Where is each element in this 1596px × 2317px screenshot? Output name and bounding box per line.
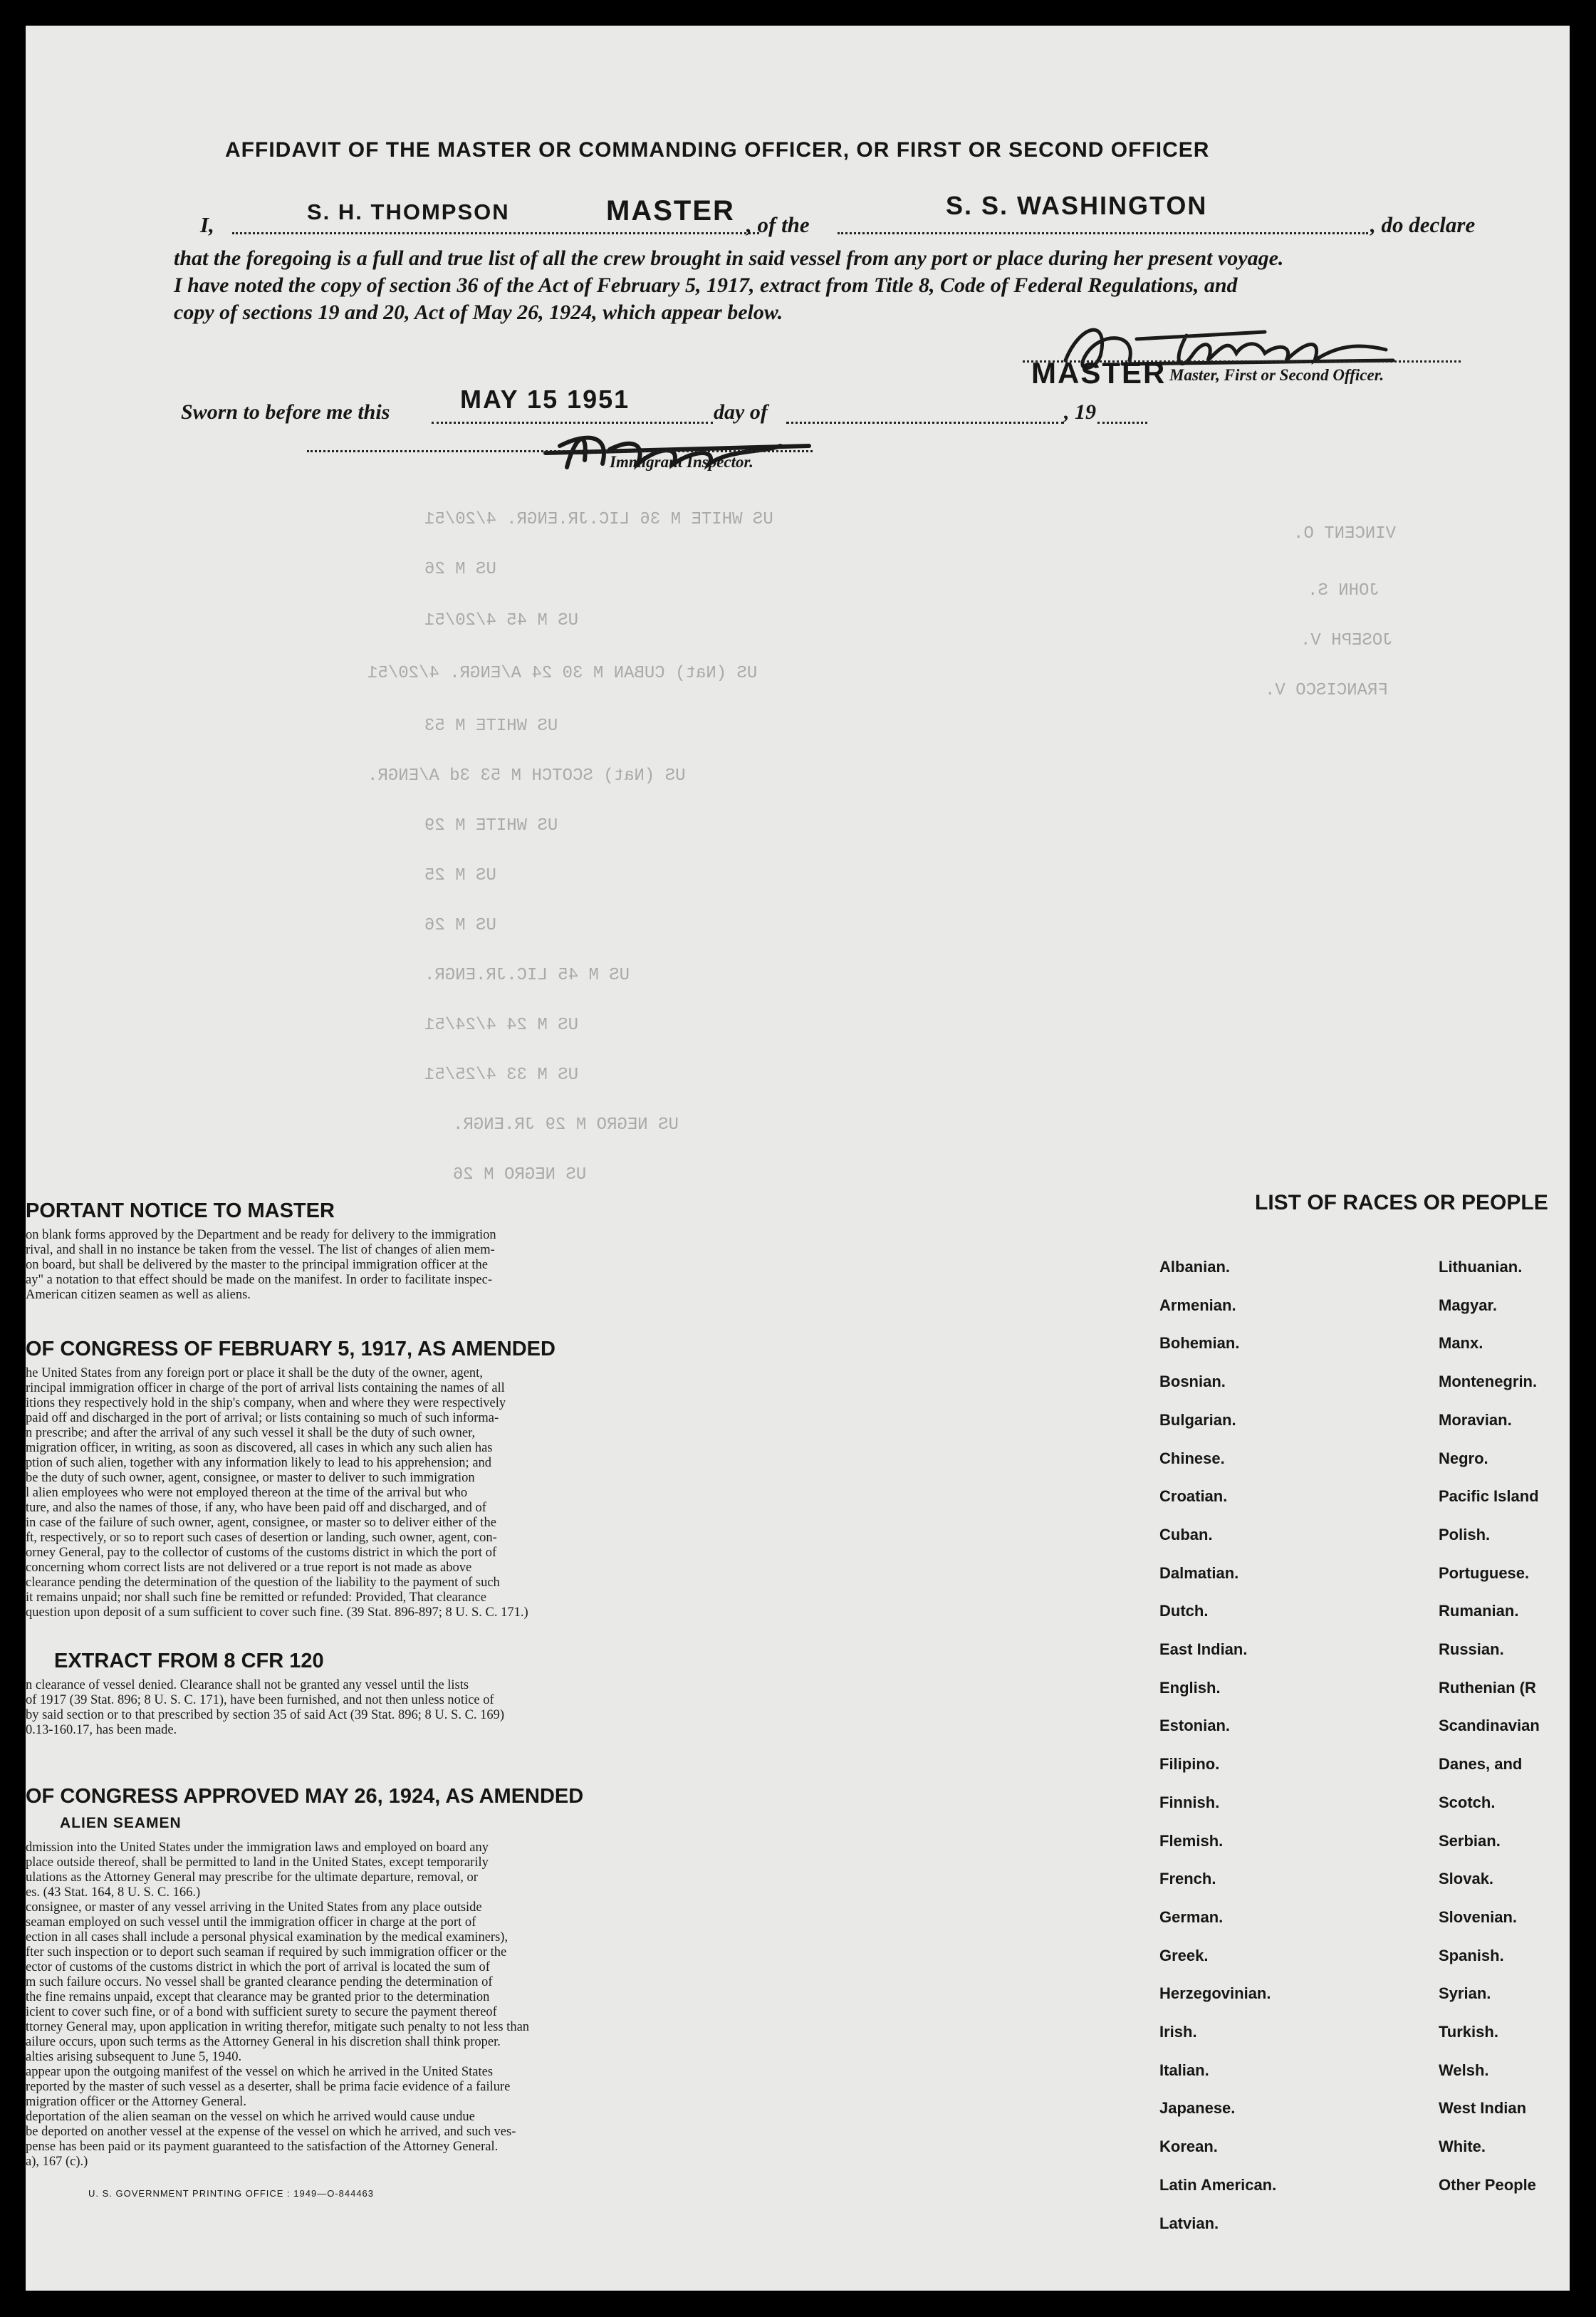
- race-item: Turkish.: [1439, 2023, 1498, 2041]
- race-item: Greek.: [1159, 1946, 1209, 1964]
- act-1917-body: [26, 1366, 738, 1620]
- signature-rank: MASTER: [1031, 356, 1167, 390]
- race-item: West Indian: [1439, 2099, 1527, 2118]
- race-item: White.: [1439, 2138, 1486, 2156]
- race-item: Bosnian.: [1159, 1373, 1226, 1391]
- sworn-date: MAY 15 1951: [460, 385, 630, 414]
- race-item: East Indian.: [1159, 1640, 1248, 1658]
- manifest-page: AFFIDAVIT OF THE MASTER OR COMMANDING OFFICER, OR FIRST OR SECOND OFFICER I, S. H. THOMPSON MASTER , of the S. S. WASHINGTON , do declare that the foregoing is a full and true list of all the crew brought in said vessel from any port or place during her present voyage. I have noted the copy of section 36 of the Act of February 5, 1917, extract from Title 8, Code of Federal Regulations, and copy of sections 19 and 20, Act of May 26, 1924, which appear below. MASTER Master, First or Second Officer. Sworn to before me this MAY 15 1951 day of , 19 Immigrant Inspector. US WHITE M 36 LIC.JR.ENGR. 4/20/51 US M 26 US M 45 4/20/51 US (Nat) CUBAN M 30 24 A/ENGR. 4/20/51 US WHITE M 53 US (Nat) SCOTCH M 53 3d A/ENGR. US WHITE M 29 US M 25 US M 26 US M 45 LIC.JR.ENGR. US M 24 4/24/51 US M 33 4/25/51 US NEGRO M 29 JR.ENGR. US NEGRO M 26 VINCENT O. JOHN S. JOSEPH V. FRANCISCO V. PORTANT NOTICE TO MASTER on blank forms approved by the Department and be ready for delivery to the immigration rival, and shall in no instance be taken from the vessel. The list of changes of alien mem- on board, but shall be delivered by the master to the principal immigration officer at the ay" a notation to that effect should be made on the manifest. In order to facilitate inspec- American citizen seamen as well as aliens. OF CONGRESS OF FEBRUARY 5, 1917, AS AMENDED he United States from any foreign port or place it shall be the duty of the owner, agent, rincipal immigration officer in charge of the port of arrival lists containing the names of all itions they respectively hold in the ship's company, when and where they were respectively paid off and discharged in the port of arrival; or lists containing so much of such informa- n prescribe; and after the arrival of any such vessel it shall be the duty of such owner, migration officer, in writing, as soon as discovered, all cases in which any such alien has ption of such alien, together with any information likely to lead to his apprehension; and be the duty of such owner, agent, consignee, or master to deliver to such immigration l alien employees who were not employed thereon at the time of the arrival but who ture, and also the names of those, if any, who have been paid off and discharged, and of in case of the failure of such owner, agent, consignee, or master so to deliver either of the ft, respectively, or so to report such cases of desertion or landing, such owner, agent, con- orney General, pay to the collector of customs of the customs district in which the port of concerning whom correct lists are not delivered or a true report is not made as above clearance pending the determination of the question of the liability to the payment of such it remains unpaid; nor shall such fine be remitted or refunded: Provided, That clearance question upon deposit of a sum sufficient to cover such fine. (39 Stat. 896-897; 8 U. S. C. 171.) EXTRACT FROM 8 CFR 120 n clearance of vessel denied. Clearance shall not be granted any vessel until the lists of 1917 (39 Stat. 896; 8 U. S. C. 171), have been furnished, and not then unless notice of by said section or to that prescribed by section 35 of said Act (39 Stat. 896; 8 U. S. C. 169) 0.13-160.17, has been made. OF CONGRESS APPROVED MAY 26, 1924, AS AMENDED ALIEN SEAMEN dmission into the United States under the immigration laws and employed on board any place outside thereof, shall be permitted to land in the United States, except temporarily ulations as the Attorney General may prescribe for the ultimate departure, removal, or es. (43 Stat. 164, 8 U. S. C. 166.) consignee, or master of any vessel arriving in the United States from any place outside seaman employed on such vessel until the immigration officer in charge at the port of ection in all cases shall include a personal physical examination by the medical examiners), fter such inspection or to deport such seaman if required by such immigration officer or the ector of customs of the customs district in which the port of arrival is located the sum of m such failure occurs. No vessel shall be granted clearance pending the determination of the fine remains unpaid, except that clearance may be granted prior to the determination icient to cover such fine, or of a bond with sufficient surety to secure the payment thereof ttorney General may, upon application in writing therefor, mitigate such penalty to not less than ailure occurs, upon such terms as the Attorney General in his discretion shall think proper. alties arising subsequent to June 5, 1940. appear upon the outgoing manifest of the vessel on which he arrived in the United States reported by the master of such vessel as a deserter, shall be prima facie evidence of a failure migration officer or the Attorney General. deportation of the alien seaman on the vessel on which he arrived would cause undue be deported on another vessel at the expense of the vessel on which he arrived, and such ves- pense has been paid or its payment guaranteed to the satisfaction of the Attorney General. a), 167 (c).) U. S. GOVERNMENT PRINTING OFFICE : 1949—O-844463 LIST OF RACES OR PEOPLE Albanian. Armenian. Bohemian. Bosnian. Bulgarian. Chinese. Croatian. Cuban. Dalmatian. Dutch. East Indian. English. Estonian. Filipino. Finnish. Flemish. French. German. Greek. Herzegovinian. Irish. Italian. Japanese. Korean. Latin American. Latvian. Lithuanian. Magyar. Manx. Montenegrin. Moravian. Negro. Pacific Island Polish. Portuguese. Rumanian. Russian. Ruthenian (R Scandinavian Danes, and Scotch. Serbian. Slovak. Slovenian. Spanish. Syrian. Turkish. Welsh. West Indian White. Other People: [26, 26, 1570, 2291]
- notice-line: ttorney General may, upon application in writing therefor, mitigate such penalty to not less than: [26, 2020, 530, 2034]
- race-item: Other People: [1439, 2175, 1536, 2194]
- signature-dotted-line: [1023, 360, 1461, 363]
- race-item: Estonian.: [1159, 1717, 1231, 1735]
- notice-line: ector of customs of the customs district in which the port of arrival is located the sum of: [26, 1960, 490, 1974]
- race-item: Cuban.: [1159, 1525, 1213, 1543]
- race-item: Dalmatian.: [1159, 1563, 1239, 1582]
- notice-line: orney General, pay to the collector of customs of the customs district in which the port of: [26, 1546, 497, 1560]
- race-item: Finnish.: [1159, 1793, 1220, 1811]
- year-prefix: , 19: [1064, 400, 1096, 424]
- notice-line: 0.13-160.17, has been made.: [26, 1723, 177, 1737]
- race-item: Danes, and: [1439, 1755, 1523, 1774]
- race-item: German.: [1159, 1907, 1224, 1926]
- vessel-name: S. S. WASHINGTON: [946, 191, 1208, 220]
- notice-line: itions they respectively hold in the ship's company, when and where they were respectively: [26, 1396, 506, 1410]
- race-item: English.: [1159, 1678, 1221, 1697]
- race-item: Magyar.: [1439, 1296, 1497, 1314]
- notice-line: he United States from any foreign port or place it shall be the duty of the owner, agent,: [26, 1366, 483, 1380]
- notice-to-master-body: [26, 1228, 738, 1303]
- race-item: Manx.: [1439, 1334, 1483, 1353]
- notice-line: es. (43 Stat. 164, 8 U. S. C. 166.): [26, 1885, 201, 1900]
- race-item: French.: [1159, 1870, 1216, 1888]
- race-item: Negro.: [1439, 1449, 1488, 1467]
- notice-line: n prescribe; and after the arrival of any such vessel it shall be the duty of such owner,: [26, 1426, 476, 1440]
- race-item: Portuguese.: [1439, 1563, 1530, 1582]
- race-item: Russian.: [1439, 1640, 1504, 1658]
- notice-line: reported by the master of such vessel as a deserter, shall be prima facie evidence of a failure: [26, 2080, 511, 2094]
- notice-line: in case of the failure of such owner, agent, consignee, or master so to deliver either of the: [26, 1516, 496, 1530]
- race-item: Albanian.: [1159, 1258, 1231, 1276]
- race-item: Flemish.: [1159, 1831, 1224, 1850]
- notice-line: ulations as the Attorney General may prescribe for the ultimate departure, removal, or: [26, 1870, 478, 1885]
- race-item: Latin American.: [1159, 2175, 1277, 2194]
- notice-line: pense has been paid or its payment guaranteed to the satisfaction of the Attorney General.: [26, 2140, 499, 2154]
- notice-line: migration officer or the Attorney General.: [26, 2095, 246, 2109]
- notice-line: rival, and shall in no instance be taken from the vessel. The list of changes of alien mem-: [26, 1243, 495, 1257]
- notice-line: concerning whom correct lists are not delivered or a true report is not made as above: [26, 1561, 472, 1575]
- race-item: Syrian.: [1439, 1984, 1491, 2003]
- affidavit-line-3: I have noted the copy of section 36 of the Act of February 5, 1917, extract from Title 8, Code of Federal Regulations, and: [174, 274, 1238, 297]
- race-item: Herzegovinian.: [1159, 1984, 1271, 2003]
- race-item: Welsh.: [1439, 2061, 1489, 2079]
- vessel-dotted-line: [838, 232, 1368, 234]
- race-item: Japanese.: [1159, 2099, 1236, 2118]
- cfr-extract-heading: EXTRACT FROM 8 CFR 120: [54, 1650, 324, 1672]
- notice-line: deportation of the alien seaman on the vessel on which he arrived would cause undue: [26, 2110, 475, 2124]
- race-item: Armenian.: [1159, 1296, 1236, 1314]
- notice-line: consignee, or master of any vessel arriving in the United States from any place outside: [26, 1900, 482, 1915]
- i-label: I,: [200, 212, 214, 237]
- race-item: Slovenian.: [1439, 1907, 1518, 1926]
- race-item: Scandinavian: [1439, 1717, 1540, 1735]
- inspector-dotted-line: [307, 450, 813, 452]
- notice-line: icient to cover such fine, or of a bond with sufficient surety to secure the payment thereof: [26, 2005, 497, 2019]
- race-item: Scotch.: [1439, 1793, 1496, 1811]
- notice-line: be deported on another vessel at the expense of the vessel on which he arrived, and such ves-: [26, 2125, 516, 2139]
- race-item: Slovak.: [1439, 1870, 1494, 1888]
- notice-line: the fine remains unpaid, except that clearance may be granted prior to the determination: [26, 1990, 490, 2004]
- notice-line: ft, respectively, or so to report such cases of desertion or landing, such owner, agent, con-: [26, 1531, 497, 1545]
- race-item: Polish.: [1439, 1525, 1491, 1543]
- races-list-title: LIST OF RACES OR PEOPLE: [1255, 1191, 1548, 1214]
- race-item: Spanish.: [1439, 1946, 1504, 1964]
- race-item: Chinese.: [1159, 1449, 1225, 1467]
- affidavit-line-4: copy of sections 19 and 20, Act of May 26, 1924, which appear below.: [174, 301, 783, 324]
- race-item: Bulgarian.: [1159, 1410, 1236, 1429]
- notice-line: ay" a notation to that effect should be made on the manifest. In order to facilitate inspec-: [26, 1273, 492, 1287]
- race-item: Korean.: [1159, 2138, 1218, 2156]
- signature-caption: Master, First or Second Officer.: [1169, 366, 1384, 384]
- notice-line: ection in all cases shall include a personal physical examination by the medical examiners),: [26, 1930, 508, 1944]
- do-declare-label: , do declare: [1370, 212, 1476, 237]
- alien-seamen-subheading: ALIEN SEAMEN: [60, 1815, 182, 1831]
- notice-line: m such failure occurs. No vessel shall be granted clearance pending the determination of: [26, 1975, 493, 1989]
- notice-line: paid off and discharged in the port of arrival; or lists containing so much of such informa-: [26, 1411, 499, 1425]
- race-item: Bohemian.: [1159, 1334, 1240, 1353]
- of-the-label: , of the: [746, 212, 810, 237]
- notice-to-master-heading: PORTANT NOTICE TO MASTER: [26, 1199, 335, 1222]
- name-dotted-line: [232, 232, 759, 234]
- notice-line: dmission into the United States under the immigration laws and employed on board any: [26, 1840, 489, 1855]
- notice-line: alties arising subsequent to June 5, 1940.: [26, 2050, 242, 2064]
- notice-line: be the duty of such owner, agent, consignee, or master to deliver to such immigration: [26, 1471, 475, 1485]
- notice-line: l alien employees who were not employed thereon at the time of the arrival but who: [26, 1486, 468, 1500]
- race-item: Croatian.: [1159, 1487, 1228, 1506]
- notice-line: American citizen seamen as well as aliens.: [26, 1288, 251, 1302]
- notice-line: of 1917 (39 Stat. 896; 8 U. S. C. 171), have been furnished, and not then unless notice of: [26, 1693, 494, 1707]
- inspector-caption: Immigrant Inspector.: [610, 453, 753, 471]
- notice-line: migration officer, in writing, as soon as discovered, all cases in which any such alien has: [26, 1441, 493, 1455]
- race-item: Ruthenian (R: [1439, 1678, 1536, 1697]
- affidavit-line-2: that the foregoing is a full and true list of all the crew brought in said vessel from any port or place during her present voyage.: [174, 246, 1284, 270]
- notice-line: place outside thereof, shall be permitted to land in the United States, except temporarily: [26, 1855, 489, 1870]
- notice-line: ture, and also the names of those, if any, who have been paid off and discharged, and of: [26, 1501, 486, 1515]
- day-of-label: day of: [714, 400, 768, 424]
- race-item: Serbian.: [1439, 1831, 1501, 1850]
- race-item: Moravian.: [1439, 1410, 1512, 1429]
- notice-line: ailure occurs, upon such terms as the Attorney General in his discretion shall think proper.: [26, 2035, 501, 2049]
- notice-line: appear upon the outgoing manifest of the vessel on which he arrived in the United States: [26, 2065, 494, 2079]
- notice-line: clearance pending the determination of the question of the liability to the payment of such: [26, 1576, 500, 1590]
- notice-line: seaman employed on such vessel until the immigration officer in charge at the port of: [26, 1915, 476, 1930]
- notice-line: question upon deposit of a sum sufficient to cover such fine. (39 Stat. 896-897; 8 U. S. C. 171.): [26, 1605, 528, 1620]
- race-item: Filipino.: [1159, 1755, 1220, 1774]
- master-rank: MASTER: [606, 195, 735, 227]
- race-item: Irish.: [1159, 2023, 1197, 2041]
- race-item: Italian.: [1159, 2061, 1209, 2079]
- sworn-label: Sworn to before me this: [181, 400, 390, 424]
- notice-line: rincipal immigration officer in charge of the port of arrival lists containing the names of all: [26, 1381, 505, 1395]
- gpo-imprint: U. S. GOVERNMENT PRINTING OFFICE : 1949—O-844463: [88, 2188, 375, 2199]
- notice-line: by said section or to that prescribed by section 35 of said Act (39 Stat. 896; 8 U. S. C. 169): [26, 1708, 505, 1722]
- race-item: Lithuanian.: [1439, 1258, 1523, 1276]
- notice-line: on blank forms approved by the Department and be ready for delivery to the immigration: [26, 1228, 496, 1242]
- act-1924-body: [26, 1840, 738, 2170]
- notice-line: fter such inspection or to deport such seaman if required by such immigration officer or the: [26, 1945, 507, 1959]
- race-item: Dutch.: [1159, 1602, 1209, 1620]
- race-item: Montenegrin.: [1439, 1373, 1538, 1391]
- notice-line: a), 167 (c).): [26, 2155, 88, 2169]
- cfr-extract-body: [26, 1678, 738, 1738]
- race-item: Latvian.: [1159, 2214, 1219, 2232]
- act-1917-heading: OF CONGRESS OF FEBRUARY 5, 1917, AS AMENDED: [26, 1338, 556, 1360]
- notice-line: n clearance of vessel denied. Clearance shall not be granted any vessel until the lists: [26, 1678, 469, 1692]
- race-item: Pacific Island: [1439, 1487, 1539, 1506]
- master-name: S. H. THOMPSON: [307, 199, 510, 224]
- affidavit-title: AFFIDAVIT OF THE MASTER OR COMMANDING OFFICER, OR FIRST OR SECOND OFFICER: [225, 138, 1210, 162]
- notice-line: it remains unpaid; nor shall such fine be remitted or refunded: Provided, That clearance: [26, 1590, 486, 1605]
- year-dotted-line: [1097, 422, 1147, 424]
- race-item: Rumanian.: [1439, 1602, 1519, 1620]
- notice-line: ption of such alien, together with any information likely to lead to his apprehension; and: [26, 1456, 492, 1470]
- notice-line: on board, but shall be delivered by the master to the principal immigration officer at the: [26, 1258, 489, 1272]
- act-1924-heading: OF CONGRESS APPROVED MAY 26, 1924, AS AMENDED: [26, 1785, 584, 1808]
